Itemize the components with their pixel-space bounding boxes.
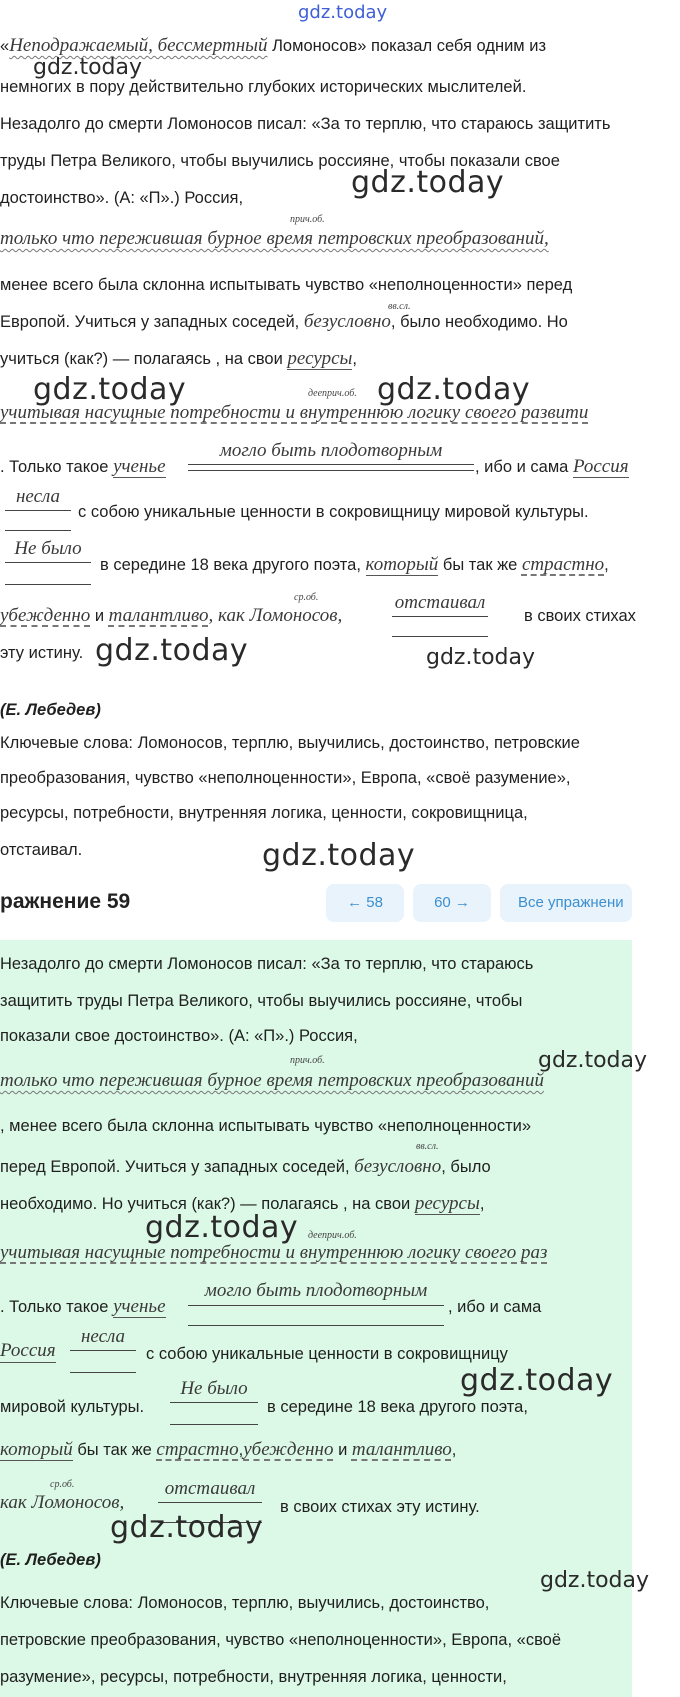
watermark: gdz.today (110, 1510, 264, 1545)
predicate-underline (170, 1424, 258, 1425)
subject-word: Россия (0, 1340, 56, 1361)
text-fragment: , (352, 350, 357, 368)
predicate-underline (188, 1305, 444, 1306)
text-line: Незадолго до смерти Ломоносов писал: «За то терплю, что стараюсь защитить (0, 115, 611, 133)
participial-phrase: только что пережившая бурное время петровских преобразований (0, 1070, 544, 1091)
adverbial-word: талантливо (351, 1439, 452, 1460)
grammar-annotation: дееприч.об. (308, 1230, 357, 1241)
predicate-underline (158, 1502, 262, 1503)
text-line: в своих стихах эту истину. (280, 1498, 480, 1516)
predicate-underline (5, 530, 71, 531)
text-line: достоинство». (А: «П».) Россия, (0, 189, 244, 207)
predicate-underline (70, 1350, 136, 1351)
comparative-phrase: как Ломоносов, (0, 1492, 125, 1513)
grammar-annotation: прич.об. (290, 214, 325, 225)
text-line: с собою уникальные ценности в сокровищницу (146, 1345, 508, 1363)
text-line: менее всего была склонна испытывать чувство «неполноценности» перед (0, 276, 573, 294)
text-fragment: , (479, 1195, 485, 1213)
text-fragment: бы так же (72, 1441, 157, 1459)
watermark: gdz.today (298, 2, 388, 23)
text-line: , ибо и сама (448, 1298, 542, 1316)
keywords-line: отстаивал. (0, 841, 83, 859)
grammar-annotation: вв.сл. (388, 301, 411, 312)
adverbial-word: убежденно (243, 1439, 334, 1460)
text-line: в своих стихах (524, 607, 636, 625)
predicate-word: несла (80, 1326, 126, 1347)
text-fragment: и (90, 607, 109, 625)
predicate-word: Не было (180, 1378, 248, 1399)
highlighted-phrase: Неподражаемый, бессмертный (9, 35, 268, 56)
adverbial-phrase: учитывая насущные потребности и внутреннюю логику своего развити (0, 402, 589, 423)
text-line: Незадолго до смерти Ломоносов писал: «За то терплю, что стараюсь (0, 955, 534, 973)
text-line (0, 606, 342, 626)
text-fragment: , (604, 556, 609, 574)
text-fragment: перед Европой. Учиться у западных соседей, (0, 1158, 355, 1176)
text-line: , менее всего была склонна испытывать чувство «неполноценности» (0, 1117, 532, 1135)
text-line (0, 1157, 491, 1177)
adverbial-word: страстно (521, 554, 605, 575)
predicate-word: Не было (14, 538, 82, 559)
watermark: gdz.today (262, 838, 416, 873)
underlined-word: ресурсы (414, 1193, 480, 1214)
next-exercise-button[interactable]: 60 → (413, 884, 491, 922)
predicate-underline (5, 584, 91, 585)
text-line (0, 1297, 166, 1317)
keywords-line: петровские преобразования, чувство «неполноценности», Европа, «своё (0, 1631, 562, 1649)
text-fragment: и (333, 1441, 352, 1459)
text-line: немногих в пору действительно глубоких исторических мыслителей. (0, 78, 527, 96)
text-line: с собою уникальные ценности в сокровищницу мировой культуры. (78, 503, 589, 521)
watermark: gdz.today (33, 55, 143, 80)
text-fragment: . Только такое (0, 1298, 114, 1316)
text-fragment: . Только такое (0, 458, 114, 476)
text-fragment: , было необходимо. Но (390, 313, 568, 331)
watermark: gdz.today (351, 165, 505, 200)
grammar-annotation: вв.сл. (416, 1141, 439, 1152)
text-line: показали свое достоинство». (А: «П».) Россия, (0, 1027, 358, 1045)
predicate-word: отстаивал (164, 1478, 256, 1499)
predicate-underline (170, 1402, 258, 1403)
grammar-annotation: прич.об. (290, 1055, 325, 1066)
predicate-word: несла (15, 486, 61, 507)
text-line (100, 555, 609, 575)
text-fragment: , было (441, 1158, 491, 1176)
watermark: gdz.today (426, 645, 536, 670)
grammar-annotation: дееприч.об. (308, 388, 357, 399)
text-fragment: учиться (как?) — полагаясь , на свои (0, 350, 288, 368)
watermark: gdz.today (538, 1048, 648, 1073)
predicate-underline (392, 616, 488, 617)
text-line: защитить труды Петра Великого, чтобы выучились россияне, чтобы (0, 992, 523, 1010)
watermark: gdz.today (460, 1363, 614, 1398)
predicate-word: отстаивал (394, 592, 486, 613)
keywords-line: преобразования, чувство «неполноценности», Европа, «своё разумение», (0, 769, 571, 787)
watermark: gdz.today (95, 633, 249, 668)
text-line (0, 1440, 456, 1460)
introductory-word: безусловно (354, 1156, 442, 1177)
text-fragment: Европой. Учиться у западных соседей, (0, 313, 304, 331)
text-fragment: необходимо. Но учиться (как?) — полагаясь , на свои (0, 1195, 415, 1213)
predicate-underline (188, 464, 474, 465)
text-line: труды Петра Великого, чтобы выучились россияне, чтобы показали свое (0, 152, 560, 170)
text-fragment: в середине 18 века другого поэта, (100, 556, 366, 574)
text-line: эту истину. (0, 644, 84, 662)
text-line (475, 457, 629, 477)
watermark: gdz.today (540, 1568, 650, 1593)
adverbial-word: убежденно (0, 605, 91, 626)
text-line (0, 312, 568, 332)
text-line: мировой культуры. (0, 1398, 145, 1416)
keywords-line: Ключевые слова: Ломоносов, терплю, выучились, достоинство, петровские (0, 734, 580, 752)
subject-word: ученье (113, 456, 166, 477)
subject-word: ученье (113, 1296, 166, 1317)
predicate-underline (188, 470, 474, 471)
watermark: gdz.today (33, 372, 187, 407)
grammar-annotation: ср.об. (294, 592, 319, 603)
subject-word: который (0, 1439, 73, 1460)
predicate-phrase: могло быть плодотворным (219, 440, 443, 461)
adverbial-word: талантливо (108, 605, 209, 626)
subject-word: который (365, 554, 439, 575)
participial-phrase: только что пережившая бурное время петровских преобразований, (0, 228, 549, 249)
text-fragment: бы так же (438, 556, 522, 574)
keywords-line: разумение», ресурсы, потребности, внутренняя логика, ценности, (0, 1668, 507, 1686)
text-fragment: , (238, 1441, 244, 1459)
prev-exercise-button[interactable]: ← 58 (326, 884, 404, 922)
predicate-underline (188, 1325, 444, 1326)
text-fragment: Ломоносов» показал себя одним из (267, 37, 547, 55)
watermark: gdz.today (377, 372, 531, 407)
exercise-title: ражнение 59 (0, 890, 131, 913)
predicate-underline (70, 1372, 136, 1373)
adverbial-word: страстно (156, 1439, 239, 1460)
adverbial-phrase: учитывая насущные потребности и внутреннюю логику своего раз (0, 1242, 548, 1263)
text-line (0, 36, 546, 56)
keywords-line: Ключевые слова: Ломоносов, терплю, выучились, достоинство, (0, 1594, 490, 1612)
predicate-underline (5, 510, 71, 511)
comparative-phrase: , как Ломоносов, (208, 605, 343, 626)
text-line: в середине 18 века другого поэта, (267, 1398, 528, 1416)
author: (Е. Лебедев) (0, 1551, 101, 1569)
watermark: gdz.today (145, 1210, 299, 1245)
author: (Е. Лебедев) (0, 701, 101, 719)
predicate-underline (5, 562, 91, 563)
all-exercises-button[interactable]: Все упражнени (500, 884, 632, 922)
underlined-word: ресурсы (287, 348, 353, 369)
text-fragment: « (0, 37, 10, 55)
text-line (0, 457, 166, 477)
text-fragment: , ибо и сама (475, 458, 573, 476)
subject-word: Россия (572, 456, 629, 477)
grammar-annotation: ср.об. (50, 1479, 75, 1490)
introductory-word: безусловно (303, 311, 391, 332)
text-line (0, 349, 357, 369)
text-fragment: , (451, 1441, 457, 1459)
keywords-line: ресурсы, потребности, внутренняя логика, ценности, сокровищница, (0, 804, 528, 822)
predicate-phrase: могло быть плодотворным (204, 1280, 428, 1301)
predicate-underline (392, 636, 488, 637)
